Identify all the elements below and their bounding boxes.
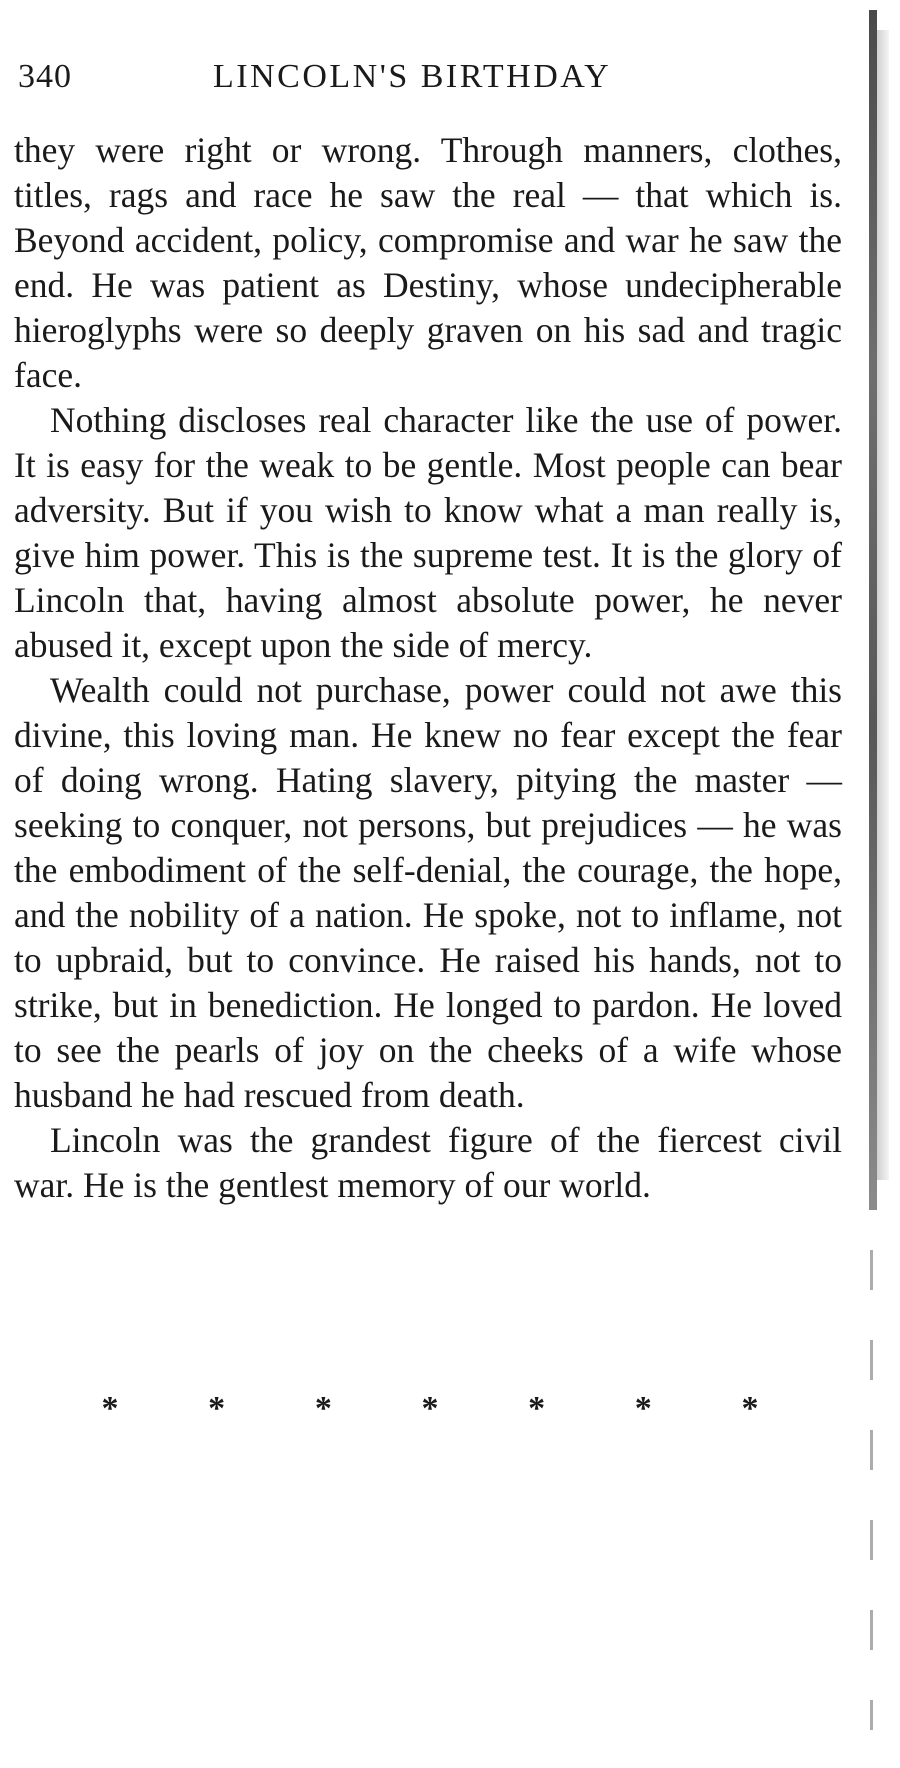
paragraph: Wealth could not purchase, power could not awe this divine, this loving man. He knew no fear except the fear of doing wrong. Hating slavery, pitying the master — seeking to conquer, not persons, but prejudices — he was the embodiment of the self-denial, the courage, the hope, and the nobility of a nation. He spoke, not to inflame, not to upbraid, but to convince. He raised his hands, not to strike, but in benediction. He longed to pardon. He loved to see the pearls of joy on the cheeks of a wife whose husband he had rescued from death. <box>14 670 842 1115</box>
binding-shadow <box>877 30 889 1180</box>
paragraph: Lincoln was the grandest figure of the fiercest civil war. He is the gentlest memory of our world. <box>14 1120 842 1205</box>
page-number: 340 <box>18 58 72 95</box>
paragraph: they were right or wrong. Through manners, clothes, titles, rags and race he saw the real — that which is. Beyond accident, policy, compromise and war he saw the end. He was patient as Destiny, whose undecipherable hieroglyphs were so deeply graven on his sad and tragic face. <box>14 130 842 395</box>
body-text <box>14 128 842 1208</box>
binding-edge-line <box>869 10 877 1210</box>
paragraph: Nothing discloses real character like the use of power. It is easy for the weak to be gentle. Most people can bear adversity. But if you wish to know what a man really is, give him power. This is the supreme test. It is the glory of Lincoln that, having almost absolute power, he never abused it, except upon the side of mercy. <box>14 400 842 665</box>
page-header <box>18 52 838 102</box>
running-head: LINCOLN'S BIRTHDAY <box>213 58 612 95</box>
section-break-asterisk: * <box>634 1390 652 1427</box>
binding-edge-marks <box>870 1250 873 1730</box>
section-break <box>60 1390 800 1428</box>
binding-gutter <box>866 10 900 1768</box>
section-break-asterisk: * <box>101 1390 119 1427</box>
section-break-asterisk: * <box>314 1390 332 1427</box>
section-break-asterisk: * <box>528 1390 546 1427</box>
section-break-asterisk: * <box>208 1390 226 1427</box>
section-break-asterisk: * <box>741 1390 759 1427</box>
section-break-asterisk: * <box>421 1390 439 1427</box>
